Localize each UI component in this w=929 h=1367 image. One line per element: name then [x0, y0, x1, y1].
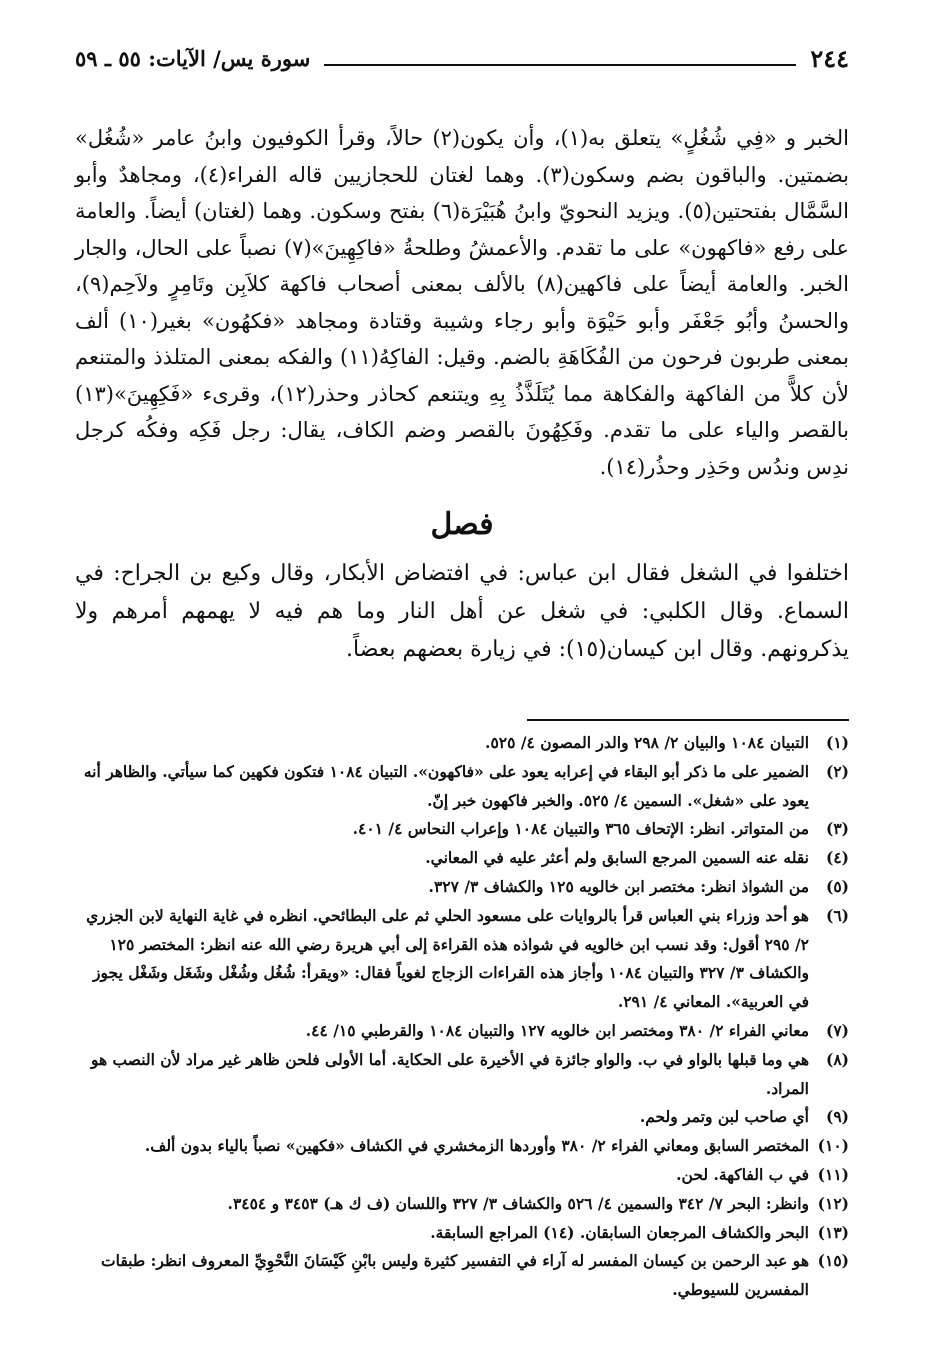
footnote-text: المختصر السابق ومعاني الفراء ٢/ ٣٨٠ وأوردها الزمخشري في الكشاف «فكهين» نصباً بالياء بدون ألف. — [144, 1136, 809, 1156]
footnote-number: (٥) — [825, 876, 849, 896]
footnote-15 — [75, 1247, 849, 1305]
sura-info: سورة يس/ الآيات: ٥٥ ـ ٥٩ — [75, 45, 311, 71]
footnote-12 — [75, 1190, 849, 1219]
footnote-number: (١) — [825, 733, 849, 752]
footnotes — [75, 729, 849, 1305]
header-rule — [324, 64, 796, 66]
footnote-7 — [75, 1017, 849, 1046]
footnote-4 — [75, 844, 849, 873]
footnote-number: (٣) — [825, 819, 849, 839]
footnote-text: الضمير على ما ذكر أبو البقاء في إعرابه يعود على «فاكهون». التبيان ١٠٨٤ فتكون فكهين كما سيأتي. والظاهر أنه يعود على «شغل». السمين ٤/ ٥٢٥. والخبر فاكهون خبر إنّ. — [83, 761, 809, 810]
footnote-2 — [75, 758, 849, 816]
footnote-text: وانظر: البحر ٧/ ٣٤٢ والسمين ٤/ ٥٢٦ والكشاف ٣/ ٣٢٧ واللسان (ف ك هـ) ٣٤٥٣ و ٣٤٥٤. — [227, 1193, 809, 1213]
footnote-1 — [75, 729, 849, 758]
footnote-13 — [75, 1219, 849, 1248]
footnote-text: معاني الفراء ٢/ ٣٨٠ ومختصر ابن خالويه ١٢٧ والتبيان ١٠٨٤ والقرطبي ١٥/ ٤٤. — [305, 1020, 809, 1040]
footnote-11 — [75, 1161, 849, 1190]
footnote-text: من المتواتر. انظر: الإتحاف ٣٦٥ والتبيان ١٠٨٤ وإعراب النحاس ٤/ ٤٠١. — [352, 819, 809, 839]
footnote-number: (٤) — [825, 848, 849, 868]
footnote-text: هو عبد الرحمن بن كيسان المفسر له آراء في التفسير كثيرة وليس بابْنِ كَيْسَانَ النَّحْوِيِّ المعروف انظر: طبقات المفسرين للسيوطي. — [101, 1251, 809, 1300]
footnote-number: (٨) — [825, 1049, 849, 1069]
main-text — [75, 120, 849, 485]
footnote-text: هو أحد وزراء بني العباس قرأ بالروايات على مسعود الحلي ثم على البطائحي. انظره في غاية النهاية لابن الجزري ٢/ ٢٩٥ أقول: وقد نسب ابن خالويه في شواذه هذه القراءة إلى أبي هريرة رضي الله عنه انظر: المختصر ١٢٥ والكشاف ٣/ ٣٢٧ والتبيان ١٠٨٤ وأجاز هذه القراءات الزجاج لغوياً فقال: «ويقرأ: شُغُل وشُغْل وشَغَل وشَغْل يجوز في العربية». المعاني ٤/ ٢٩١. — [86, 905, 809, 1012]
footnote-number: (٦) — [825, 905, 849, 925]
section-title: فصل — [430, 507, 494, 542]
footnote-3 — [75, 815, 849, 844]
footnote-9 — [75, 1103, 849, 1132]
footnote-5 — [75, 873, 849, 902]
footnote-number: (٧) — [825, 1020, 849, 1040]
footnote-separator — [527, 719, 849, 721]
section-text — [75, 555, 849, 669]
section-paragraph: اختلفوا في الشغل فقال ابن عباس: في افتضاض الأبكار، وقال وكيع بن الجراح: في السماع. وقال الكلبي: في شغل عن أهل النار وما هم فيه لا يهمهم أمرهم ولا يذكرونهم. وقال ابن كيسان(١٥): في زيارة بعضهم بعضاً. — [75, 561, 849, 662]
footnote-separator-box — [75, 719, 849, 721]
footnote-10 — [75, 1132, 849, 1161]
footnote-number: (٩) — [825, 1107, 849, 1127]
footnote-6 — [75, 902, 849, 1017]
footnote-number: (١٣) — [817, 1222, 849, 1242]
footnote-text: في ب الفاكهة. لحن. — [676, 1164, 809, 1184]
page-header — [75, 36, 849, 80]
footnote-number: (١٥) — [817, 1251, 849, 1271]
footnote-text: هي وما قبلها بالواو في ب. والواو جائزة في الأخيرة على الحكاية. أما الأولى فلحن ظاهر غير مراد لأن النصب هو المراد. — [90, 1049, 809, 1098]
footnote-text: البحر والكشاف المرجعان السابقان. (١٤) المراجع السابقة. — [430, 1222, 809, 1242]
footnote-number: (١٠) — [817, 1136, 849, 1156]
footnote-8 — [75, 1046, 849, 1104]
footnote-number: (٢) — [825, 761, 849, 781]
footnote-text: نقله عنه السمين المرجع السابق ولم أعثر عليه في المعاني. — [425, 848, 809, 868]
footnote-number: (١٢) — [817, 1193, 849, 1213]
body-paragraph: الخبر و «فِي شُغُلٍ» يتعلق به(١)، وأن يكون(٢) حالاً، وقرأ الكوفيون وابنُ عامر «شُغُل» بضمتين. والباقون بضم وسكون(٣). وهما لغتان للحجازيين قاله الفراء(٤)، ومجاهدٌ وأبو السَّمَّال بفتحتين(٥). ويزيد النحويّ وابنُ هُبَيْرَة(٦) بفتح وسكون. وهما (لغتان) أيضاً. والعامة على رفع «فاكهون» على ما تقدم. والأعمشُ وطلحةُ «فاكِهِينَ»(٧) نصباً على الحال، والجار الخبر. والعامة أيضاً على فاكهين(٨) بالألف بمعنى أصحاب فاكهة كلاَبِن وتَامِرٍ ولاَحِم(٩)، والحسنُ وأبُو جَعْفَر وأبو حَيْوَة وأبو رجاء وشيبة وقتادة ومجاهد «فكهُون» بغير(١٠) ألف بمعنى طربون فرحون من الفُكَاهَةِ بالضم. وقيل: الفاكِهُ(١١) والفكه بمعنى المتلذذ والمتنعم لأن كلاًّ من الفاكهة والفكاهة مما يُتَلَذَّذُ بِهِ ويتنعم كحاذر وحذر(١٢)، وقرىء «فَكِهِينَ»(١٣) بالقصر والياء على ما تقدم. وفَكِهُونَ بالقصر وضم الكاف، يقال: رجل فَكِه وفكُه كرجل ندِس وندُس وحَذِر وحذُر(١٤). — [75, 126, 850, 479]
page-number: ٢٤٤ — [810, 43, 849, 73]
footnote-number: (١١) — [817, 1164, 849, 1184]
footnote-text: من الشواذ انظر: مختصر ابن خالويه ١٢٥ والكشاف ٣/ ٣٢٧. — [428, 876, 809, 896]
footnote-text: التبيان ١٠٨٤ والبيان ٢/ ٢٩٨ والدر المصون ٤/ ٥٢٥. — [485, 733, 809, 752]
footnote-text: أي صاحب لبن وتمر ولحم. — [639, 1107, 809, 1127]
